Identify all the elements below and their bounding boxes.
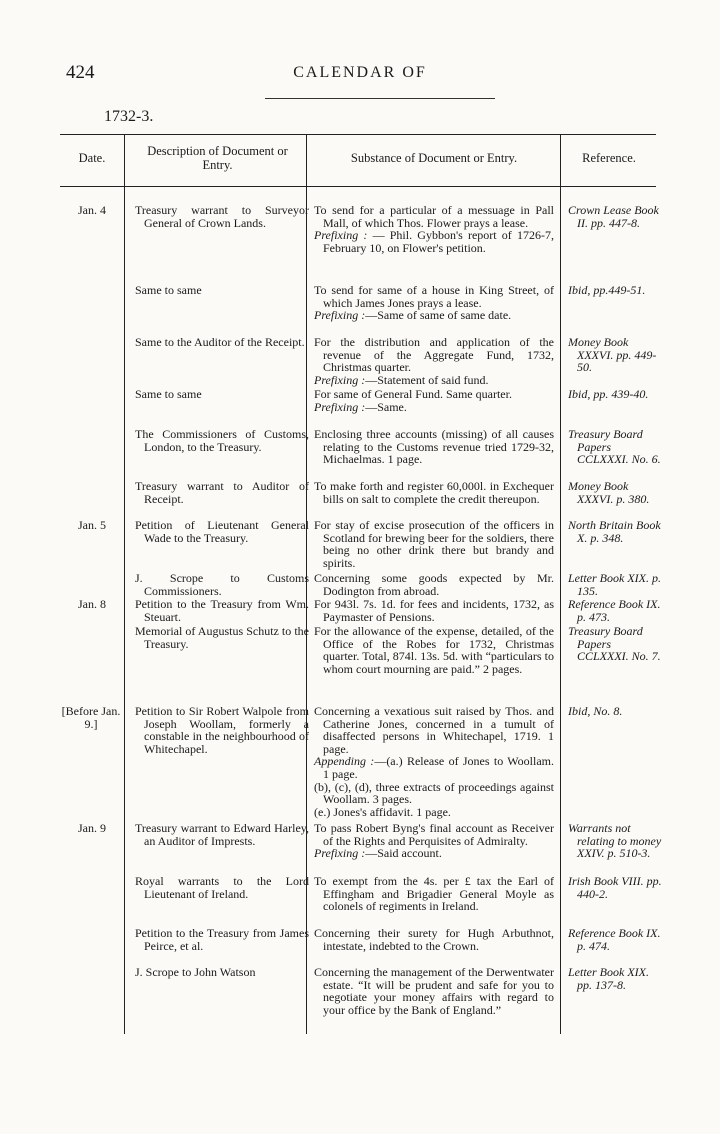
header-substance: Substance of Document or Entry. bbox=[350, 151, 518, 165]
entry-substance bbox=[314, 519, 554, 569]
prefixing-label: Prefixing : bbox=[314, 372, 366, 387]
substance-text: To make forth and register 60,000l. in Exchequer bills on salt to complete the credit thereupon. bbox=[314, 479, 554, 506]
prefixing-label: Prefixing : bbox=[314, 399, 366, 414]
entry-description: Same to same bbox=[135, 283, 202, 297]
entry-description: J. Scrope to Customs Commissioners. bbox=[135, 571, 309, 598]
entry-substance bbox=[314, 388, 554, 413]
entry-reference: Money Book XXXVI. pp. 449-50. bbox=[568, 335, 657, 375]
calendar-table bbox=[60, 134, 662, 1034]
header-date: Date. bbox=[78, 151, 106, 165]
entry-substance bbox=[314, 204, 554, 254]
substance-text: For stay of excise prosecution of the officers in Scotland for brewing beer for the soldiers, there being no other drink there but brandy and spirits. bbox=[314, 518, 554, 570]
entry-date: [Before Jan. 9.] bbox=[61, 704, 121, 731]
prefixing-note bbox=[314, 847, 554, 860]
entry-substance bbox=[314, 705, 554, 818]
year-heading: 1732-3. bbox=[104, 108, 154, 125]
entry-description: Treasury warrant to Auditor of Receipt. bbox=[135, 479, 309, 506]
prefixing-note bbox=[314, 374, 554, 387]
substance-text: Concerning some goods expected by Mr. Dodington from abroad. bbox=[314, 571, 554, 598]
entry-description: Treasury warrant to Edward Harley, an Auditor of Imprests. bbox=[135, 821, 309, 848]
title-rule bbox=[265, 98, 495, 99]
entry-reference: Reference Book IX. p. 473. bbox=[568, 597, 661, 624]
substance-text: To send for a particular of a messuage in Pall Mall, of which Thos. Flower prays a lease. bbox=[314, 203, 554, 230]
entry-substance bbox=[314, 480, 554, 505]
entry-substance bbox=[314, 572, 554, 597]
substance-text: For the allowance of the expense, detailed, of the Office of the Robes for 1732, Christmas quarter. Total, 874l. 13s. 5d. with “particulars to whom court mourning are paid.” 2 pages. bbox=[314, 624, 554, 676]
prefixing-text: —Statement of said fund. bbox=[365, 372, 489, 387]
prefixing-text: —Same of same of same date. bbox=[365, 308, 512, 323]
running-title: CALENDAR OF bbox=[293, 64, 427, 81]
substance-text: To send for same of a house in King Street, of which James Jones prays a lease. bbox=[314, 283, 554, 310]
entry-substance bbox=[314, 927, 554, 952]
appending-item: (e.) Jones's affidavit. 1 page. bbox=[314, 804, 451, 819]
entry-reference: Crown Lease Book II. pp. 447-8. bbox=[568, 203, 659, 230]
entry-reference: Warrants not relating to money XXIV. p. 510-3. bbox=[568, 821, 662, 861]
entry-description: Petition of Lieutenant General Wade to the Treasury. bbox=[135, 518, 309, 545]
entry-reference: Reference Book IX. p. 474. bbox=[568, 926, 661, 953]
entry-reference: Treasury Board Papers CCLXXXI. No. 6. bbox=[568, 427, 661, 467]
entry-description: Treasury warrant to Surveyor General of Crown Lands. bbox=[135, 203, 309, 230]
prefixing-note bbox=[314, 309, 554, 322]
prefixing-note bbox=[314, 401, 554, 414]
prefixing-text: —Same. bbox=[365, 399, 407, 414]
page-number: 424 bbox=[66, 62, 95, 83]
entry-reference: Letter Book XIX. p. 135. bbox=[568, 571, 661, 598]
entry-date: Jan. 4 bbox=[78, 203, 106, 217]
entry-reference: Treasury Board Papers CCLXXXI. No. 7. bbox=[568, 624, 661, 664]
entry-substance bbox=[314, 966, 554, 1016]
prefixing-label: Prefixing : bbox=[314, 228, 368, 243]
entry-description: Petition to the Treasury from James Peirce, et al. bbox=[135, 926, 309, 953]
entry-description: Royal warrants to the Lord Lieutenant of Ireland. bbox=[135, 874, 309, 901]
entry-substance bbox=[314, 598, 554, 623]
prefixing-label: Prefixing : bbox=[314, 308, 366, 323]
entry-reference: Ibid, No. 8. bbox=[568, 704, 623, 718]
entry-reference: Ibid, pp.449-51. bbox=[568, 283, 646, 297]
substance-text: To exempt from the 4s. per £ tax the Earl of Effingham and Brigadier General Moyle as colonels of regiments in Ireland. bbox=[314, 874, 554, 914]
entry-description: Memorial of Augustus Schutz to the Treasury. bbox=[135, 624, 309, 651]
appending-item: —(a.) Release of Jones to Woollam. 1 page. bbox=[323, 754, 554, 781]
appending-label: Appending : bbox=[314, 754, 375, 769]
entry-description: Petition to the Treasury from Wm. Steuart. bbox=[135, 597, 309, 624]
entry-date: Jan. 5 bbox=[78, 518, 106, 532]
header-rule bbox=[60, 186, 656, 187]
entry-substance bbox=[314, 336, 554, 386]
substance-text: For same of General Fund. Same quarter. bbox=[314, 387, 512, 401]
substance-text: Concerning a vexatious suit raised by Thos. and Catherine Jones, concerned in a tumult of disaffected persons in Whitechapel, 1719. 1 page. bbox=[314, 704, 554, 756]
column-divider bbox=[124, 134, 125, 1034]
entry-substance bbox=[314, 284, 554, 322]
appending-item: (b), (c), (d), three extracts of proceedings against Woollam. 3 pages. bbox=[314, 779, 554, 807]
entry-reference: Ibid, pp. 439-40. bbox=[568, 387, 649, 401]
entry-date: Jan. 8 bbox=[78, 597, 106, 611]
table-top-rule bbox=[60, 134, 656, 135]
entry-reference: Letter Book XIX. pp. 137-8. bbox=[568, 965, 649, 992]
prefixing-label: Prefixing : bbox=[314, 846, 366, 861]
prefixing-text: — Phil. Gybbon's report of 1726-7, February 10, on Flower's petition. bbox=[323, 228, 554, 255]
entry-substance bbox=[314, 875, 554, 913]
entry-description: The Commissioners of Customs, London, to the Treasury. bbox=[135, 427, 309, 454]
entry-substance bbox=[314, 822, 554, 860]
entry-reference: Money Book XXXVI. p. 380. bbox=[568, 479, 650, 506]
entry-substance bbox=[314, 625, 554, 675]
header-description: Description of Document or Entry. bbox=[147, 144, 288, 172]
entry-date: Jan. 9 bbox=[78, 821, 106, 835]
entry-substance bbox=[314, 428, 554, 466]
substance-text: Concerning their surety for Hugh Arbuthnot, intestate, indebted to the Crown. bbox=[314, 926, 554, 953]
substance-text: For the distribution and application of the revenue of the Aggregate Fund, 1732, Christmas quarter. bbox=[314, 335, 554, 375]
appending-note bbox=[314, 755, 554, 780]
column-divider bbox=[560, 134, 561, 1034]
entry-description: Petition to Sir Robert Walpole from Joseph Woollam, formerly a constable in the neighbourhood of Whitechapel. bbox=[135, 704, 309, 756]
substance-text: To pass Robert Byng's final account as Receiver of the Rights and Perquisites of Admiralty. bbox=[314, 821, 554, 848]
entry-reference: Irish Book VIII. pp. 440-2. bbox=[568, 874, 662, 901]
substance-text: Enclosing three accounts (missing) of all causes relating to the Customs revenue tried 1729-32, Michaelmas. 1 page. bbox=[314, 427, 554, 467]
entry-description: Same to the Auditor of the Receipt. bbox=[135, 335, 305, 349]
prefixing-text: —Said account. bbox=[365, 846, 442, 861]
header-reference: Reference. bbox=[582, 151, 636, 165]
prefixing-note bbox=[314, 229, 554, 254]
entry-description: Same to same bbox=[135, 387, 202, 401]
substance-text: For 943l. 7s. 1d. for fees and incidents, 1732, as Paymaster of Pensions. bbox=[314, 597, 554, 624]
entry-reference: North Britain Book X. p. 348. bbox=[568, 518, 661, 545]
substance-text: Concerning the management of the Derwentwater estate. “It will be prudent and safe for you to negotiate your money affairs with regard to your office by the Bank of England.” bbox=[314, 965, 554, 1017]
entry-description: J. Scrope to John Watson bbox=[135, 965, 256, 979]
